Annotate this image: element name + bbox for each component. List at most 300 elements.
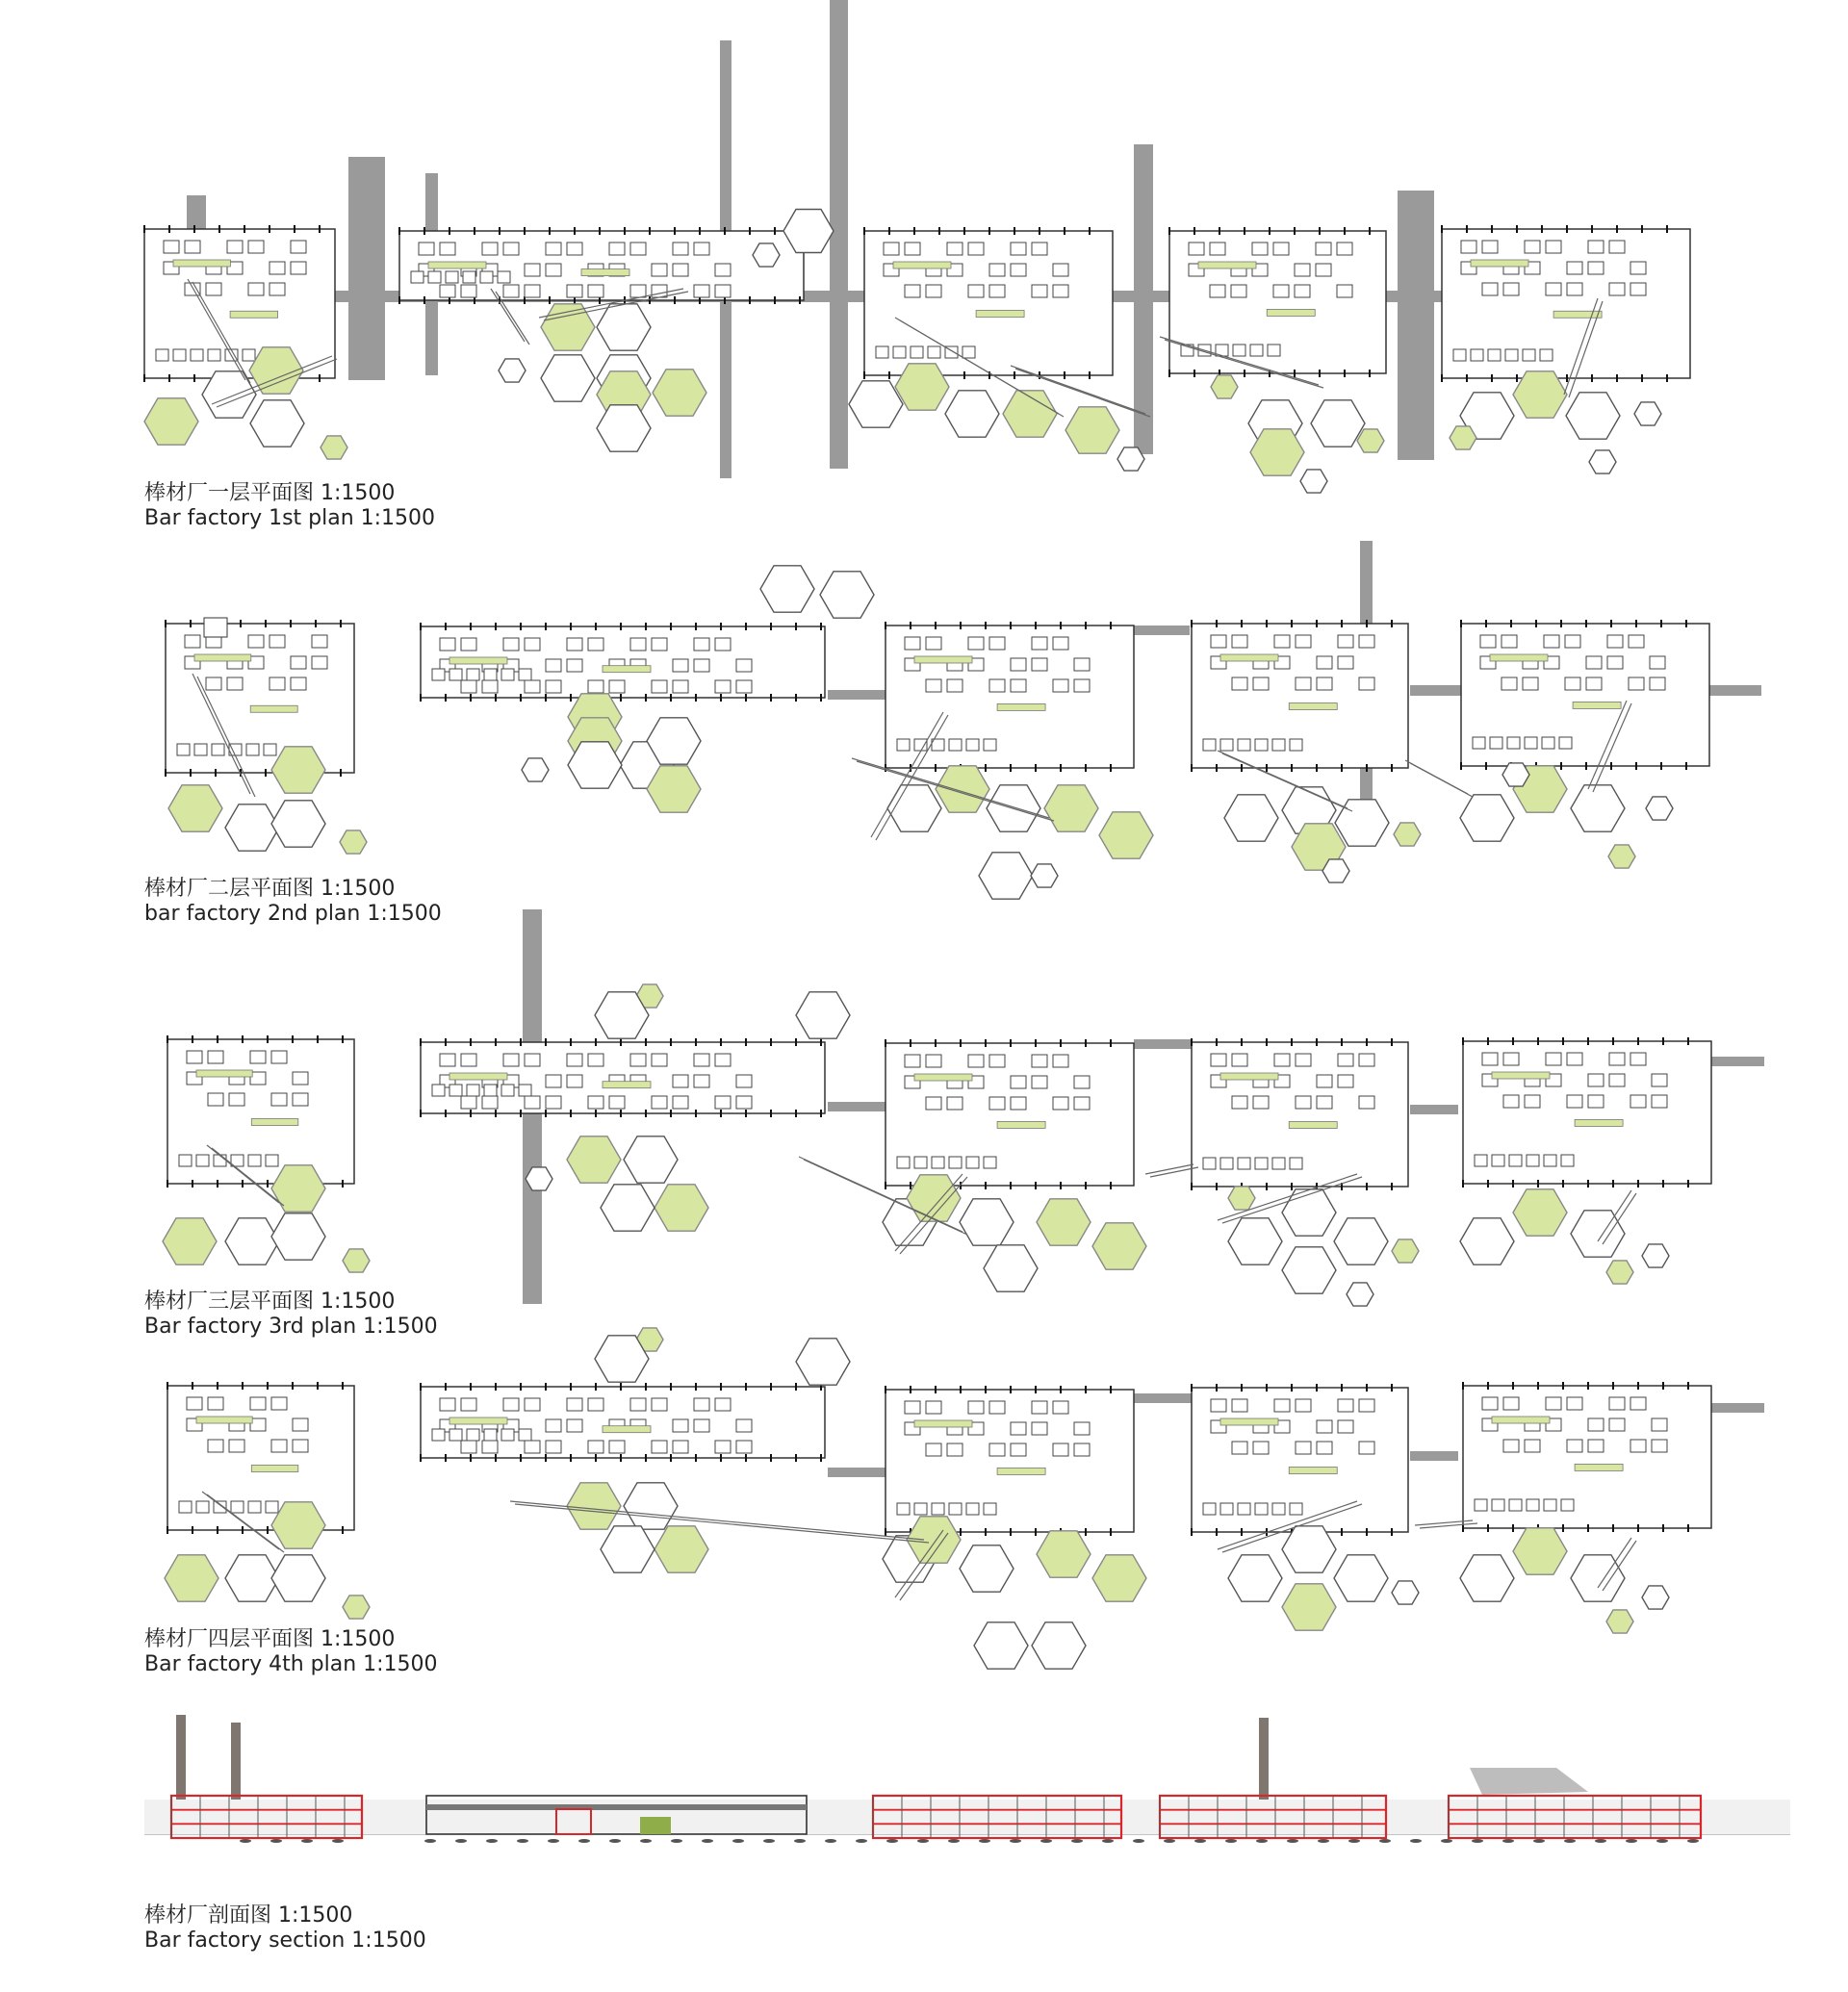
room — [1567, 1053, 1582, 1065]
green-room — [914, 1074, 972, 1081]
garden-hex-green — [343, 1249, 370, 1272]
room — [1255, 1503, 1268, 1515]
garden-hex — [760, 566, 814, 612]
room — [1074, 679, 1090, 692]
ground-marker — [548, 1839, 559, 1843]
ground-marker — [1071, 1839, 1083, 1843]
room — [1011, 1097, 1026, 1110]
room — [1492, 1499, 1504, 1511]
garden-hex — [271, 1213, 325, 1260]
ground-marker — [1441, 1839, 1452, 1843]
ground-marker — [1194, 1839, 1206, 1843]
room — [1503, 1095, 1519, 1108]
room — [1482, 1397, 1498, 1410]
room — [926, 1401, 941, 1414]
room — [187, 1397, 202, 1410]
ground-marker — [1595, 1839, 1606, 1843]
green-room — [1553, 311, 1602, 318]
room — [567, 638, 582, 651]
room — [196, 1155, 209, 1166]
garden-hex-green — [936, 766, 989, 812]
room — [609, 1441, 625, 1453]
room — [546, 1075, 561, 1087]
garden-hex-green — [1608, 845, 1635, 868]
room — [1011, 264, 1026, 276]
room — [1544, 1155, 1556, 1166]
room — [1032, 285, 1047, 297]
green-room — [1492, 1072, 1550, 1079]
room — [1629, 635, 1644, 648]
garden-hex-green — [654, 1526, 708, 1572]
room — [736, 1441, 752, 1453]
room — [588, 1096, 603, 1109]
room — [1607, 635, 1623, 648]
room — [1509, 1499, 1522, 1511]
caption-plan-2-cn: 棒材厂二层平面图 1:1500 — [144, 877, 396, 901]
room — [1609, 283, 1625, 295]
room — [1053, 264, 1068, 276]
room — [989, 679, 1005, 692]
room — [312, 656, 327, 669]
room — [1295, 285, 1310, 297]
garden-hex — [1566, 393, 1620, 439]
room — [480, 271, 493, 283]
room — [673, 1441, 688, 1453]
room — [498, 271, 510, 283]
room — [1525, 241, 1540, 253]
room — [194, 744, 207, 755]
green-room — [173, 260, 230, 267]
room — [1586, 677, 1602, 690]
room — [246, 744, 259, 755]
room — [897, 1157, 910, 1168]
garden-hex — [1589, 450, 1616, 473]
room — [736, 1096, 752, 1109]
room — [1607, 656, 1623, 669]
room — [928, 346, 940, 358]
room — [1475, 1155, 1487, 1166]
room — [525, 1441, 540, 1453]
room — [1503, 1397, 1519, 1410]
room — [312, 635, 327, 648]
room — [1250, 345, 1263, 356]
room — [250, 1397, 266, 1410]
room — [1338, 1075, 1353, 1087]
room — [411, 271, 424, 283]
room — [715, 1054, 731, 1066]
room — [1032, 1055, 1047, 1067]
garden-hex — [597, 405, 651, 451]
garden-hex-green — [1228, 1187, 1255, 1210]
room — [1650, 677, 1665, 690]
room — [173, 349, 186, 361]
garden-hex — [1392, 1581, 1419, 1604]
ground-marker — [1502, 1839, 1514, 1843]
room — [926, 1443, 941, 1456]
plan-3rd-floor — [163, 909, 1764, 1306]
room — [1253, 677, 1269, 690]
garden-hex-green — [653, 370, 706, 416]
green-room — [251, 1466, 298, 1472]
room — [715, 638, 731, 651]
garden-hex-green — [1044, 785, 1098, 831]
room — [1609, 1053, 1625, 1065]
room — [1359, 1442, 1374, 1454]
room — [291, 262, 306, 274]
room — [1480, 635, 1496, 648]
garden-hex-green — [340, 830, 367, 854]
room — [736, 680, 752, 693]
room — [1317, 1075, 1332, 1087]
room — [1588, 1418, 1604, 1431]
garden-hex-green — [1092, 1223, 1146, 1269]
room — [652, 285, 667, 297]
room — [1211, 635, 1226, 648]
room — [1542, 737, 1554, 749]
room — [1074, 658, 1090, 671]
room — [989, 264, 1005, 276]
green-room — [997, 703, 1045, 710]
room — [270, 677, 285, 690]
room — [876, 346, 888, 358]
room — [484, 1085, 497, 1096]
garden-hex — [271, 801, 325, 847]
room — [1232, 1399, 1247, 1412]
room — [1338, 635, 1353, 648]
garden-hex — [1282, 1526, 1336, 1572]
room — [484, 669, 497, 680]
ground-marker — [1133, 1839, 1144, 1843]
ground-marker — [517, 1839, 528, 1843]
garden-hex — [1334, 1555, 1388, 1601]
room — [503, 1398, 519, 1411]
room — [567, 659, 582, 672]
room — [1652, 1440, 1667, 1452]
room — [715, 1398, 731, 1411]
caption-plan-1-en: Bar factory 1st plan 1:1500 — [144, 506, 436, 530]
room — [694, 1398, 709, 1411]
green-room — [893, 262, 951, 268]
garden-hex — [1334, 1218, 1388, 1264]
room — [715, 680, 731, 693]
room — [519, 1429, 531, 1441]
room — [503, 1054, 519, 1066]
green-room — [196, 1070, 252, 1077]
garden-hex-green — [144, 398, 198, 445]
green-room — [914, 1420, 972, 1427]
room — [270, 283, 285, 295]
room — [897, 1503, 910, 1515]
garden-hex-green — [1513, 1528, 1567, 1574]
room — [1032, 1401, 1047, 1414]
caption-section-en: Bar factory section 1:1500 — [144, 1928, 426, 1953]
garden-hex-green — [1211, 375, 1238, 398]
room — [229, 1093, 244, 1106]
room — [293, 1418, 308, 1431]
room — [966, 1503, 979, 1515]
ground-marker — [732, 1839, 744, 1843]
ground-marker — [1687, 1839, 1699, 1843]
room — [196, 1501, 209, 1513]
room — [428, 271, 441, 283]
room — [1272, 1158, 1285, 1169]
room — [467, 1429, 479, 1441]
garden-hex — [1031, 864, 1058, 887]
room — [266, 1501, 278, 1513]
room — [1220, 739, 1233, 751]
room — [897, 739, 910, 751]
room — [588, 638, 603, 651]
room — [1544, 1499, 1556, 1511]
garden-hex — [979, 853, 1033, 899]
path-line — [510, 1501, 924, 1540]
room — [1527, 1155, 1539, 1166]
room — [482, 1441, 498, 1453]
room — [736, 1419, 752, 1432]
room — [546, 1441, 561, 1453]
garden-hex — [1646, 797, 1673, 820]
room — [1359, 1096, 1374, 1109]
room — [1567, 1095, 1582, 1108]
room — [1255, 1158, 1268, 1169]
room — [1629, 677, 1644, 690]
garden-hex — [887, 785, 941, 831]
room — [179, 1155, 192, 1166]
room — [1203, 1503, 1216, 1515]
room — [905, 1055, 920, 1067]
room — [501, 1429, 514, 1441]
room — [525, 1398, 540, 1411]
room — [1252, 243, 1268, 255]
room — [947, 1097, 962, 1110]
room — [482, 243, 498, 255]
room — [567, 285, 582, 297]
garden-hex-green — [1282, 1584, 1336, 1630]
room — [630, 638, 646, 651]
room — [1053, 679, 1068, 692]
room — [291, 241, 306, 253]
room — [914, 1157, 927, 1168]
garden-hex — [624, 1136, 678, 1183]
ground-marker — [1472, 1839, 1483, 1843]
room — [248, 241, 264, 253]
room — [271, 1397, 287, 1410]
room — [1233, 345, 1245, 356]
room — [989, 1401, 1005, 1414]
room — [271, 1051, 287, 1063]
room — [1523, 349, 1535, 361]
green-room — [1220, 1073, 1278, 1080]
room — [911, 346, 923, 358]
room — [1630, 283, 1646, 295]
room — [1492, 1155, 1504, 1166]
room — [1609, 1074, 1625, 1086]
room — [1527, 1499, 1539, 1511]
room — [715, 1096, 731, 1109]
room — [1296, 1442, 1311, 1454]
room — [736, 1075, 752, 1087]
room — [1338, 1054, 1353, 1066]
room — [1359, 1054, 1374, 1066]
room — [229, 1440, 244, 1452]
room — [270, 262, 285, 274]
room — [968, 243, 984, 255]
garden-hex — [1460, 1218, 1514, 1264]
room — [440, 243, 455, 255]
ground-marker — [1656, 1839, 1668, 1843]
garden-hex — [1571, 785, 1625, 831]
room — [1274, 1054, 1290, 1066]
room — [208, 1440, 223, 1452]
room — [949, 1503, 962, 1515]
room — [461, 680, 476, 693]
room — [715, 264, 731, 276]
room — [1053, 1401, 1068, 1414]
garden-hex-green — [1606, 1261, 1633, 1284]
ground-marker — [763, 1839, 775, 1843]
room — [1338, 1399, 1353, 1412]
room — [264, 744, 276, 755]
garden-hex-green — [1037, 1199, 1091, 1245]
room — [525, 285, 540, 297]
ground-marker — [1626, 1839, 1637, 1843]
room — [208, 1051, 223, 1063]
garden-hex-green — [168, 785, 222, 831]
room — [546, 1096, 561, 1109]
room — [1011, 1076, 1026, 1088]
room — [1272, 739, 1285, 751]
green-room — [1220, 1418, 1278, 1425]
room — [630, 1054, 646, 1066]
ground-marker — [1287, 1839, 1298, 1843]
ground-marker — [1225, 1839, 1237, 1843]
room — [1544, 635, 1559, 648]
green-room — [194, 654, 251, 661]
room — [461, 638, 476, 651]
garden-hex-green — [1394, 823, 1421, 846]
garden-hex-green — [1357, 429, 1384, 452]
garden-hex — [1228, 1555, 1282, 1601]
room — [1337, 243, 1352, 255]
ground-marker — [794, 1839, 806, 1843]
room — [884, 243, 899, 255]
room — [609, 1096, 625, 1109]
room — [1652, 1095, 1667, 1108]
room — [164, 241, 179, 253]
garden-hex — [225, 1218, 279, 1264]
room — [1567, 1397, 1582, 1410]
corridor-band — [1134, 1393, 1192, 1403]
room — [1011, 1443, 1026, 1456]
room — [1338, 1420, 1353, 1433]
garden-hex-green — [321, 436, 347, 459]
green-room — [1220, 654, 1278, 661]
room — [440, 1054, 455, 1066]
room — [503, 285, 519, 297]
room — [1453, 349, 1466, 361]
room — [1232, 1054, 1247, 1066]
garden-hex — [1311, 400, 1365, 447]
room — [1546, 1053, 1561, 1065]
ground-marker — [1533, 1839, 1545, 1843]
room — [905, 637, 920, 650]
ground-marker — [1410, 1839, 1422, 1843]
green-room — [449, 657, 507, 664]
room — [1274, 1399, 1290, 1412]
caption-plan-3 — [144, 1290, 438, 1340]
room — [185, 635, 200, 648]
garden-hex — [796, 1339, 850, 1385]
room — [673, 264, 688, 276]
green-room — [1490, 654, 1548, 661]
room — [1505, 349, 1518, 361]
room — [1652, 1074, 1667, 1086]
room — [694, 659, 709, 672]
room — [546, 264, 561, 276]
caption-plan-3-en: Bar factory 3rd plan 1:1500 — [144, 1315, 438, 1339]
room — [1523, 677, 1538, 690]
room — [525, 1054, 540, 1066]
green-room — [428, 262, 486, 268]
room — [525, 638, 540, 651]
ground-marker — [578, 1839, 590, 1843]
room — [1490, 737, 1502, 749]
caption-plan-4-cn: 棒材厂四层平面图 1:1500 — [144, 1627, 396, 1651]
room — [1074, 1076, 1090, 1088]
room — [1011, 658, 1026, 671]
room — [293, 1093, 308, 1106]
room — [984, 1157, 996, 1168]
room — [501, 1085, 514, 1096]
room — [694, 1075, 709, 1087]
room — [1053, 1055, 1068, 1067]
garden-hex — [1282, 1247, 1336, 1293]
ground-marker — [486, 1839, 498, 1843]
room — [1630, 1440, 1646, 1452]
room — [1232, 1442, 1247, 1454]
room — [482, 1096, 498, 1109]
room — [248, 635, 264, 648]
green-block — [640, 1817, 671, 1834]
room — [1559, 737, 1572, 749]
path-line — [1410, 763, 1473, 797]
room — [926, 285, 941, 297]
room — [208, 1397, 223, 1410]
room — [212, 744, 224, 755]
ground-marker — [424, 1839, 436, 1843]
ground-marker — [856, 1839, 867, 1843]
room — [1586, 656, 1602, 669]
room — [463, 271, 475, 283]
room — [185, 241, 200, 253]
room — [1032, 243, 1047, 255]
room — [1359, 677, 1374, 690]
garden-hex-green — [1513, 1189, 1567, 1236]
garden-hex — [1228, 1218, 1282, 1264]
garden-hex — [984, 1245, 1038, 1291]
room — [652, 680, 667, 693]
garden-hex — [1322, 859, 1349, 882]
room — [694, 285, 709, 297]
green-room — [251, 1119, 298, 1126]
ground-marker — [948, 1839, 960, 1843]
garden-hex — [1347, 1283, 1373, 1306]
ground-marker — [1256, 1839, 1268, 1843]
caption-section — [144, 1903, 426, 1954]
ground-marker — [1318, 1839, 1329, 1843]
room — [1546, 283, 1561, 295]
room — [1032, 658, 1047, 671]
